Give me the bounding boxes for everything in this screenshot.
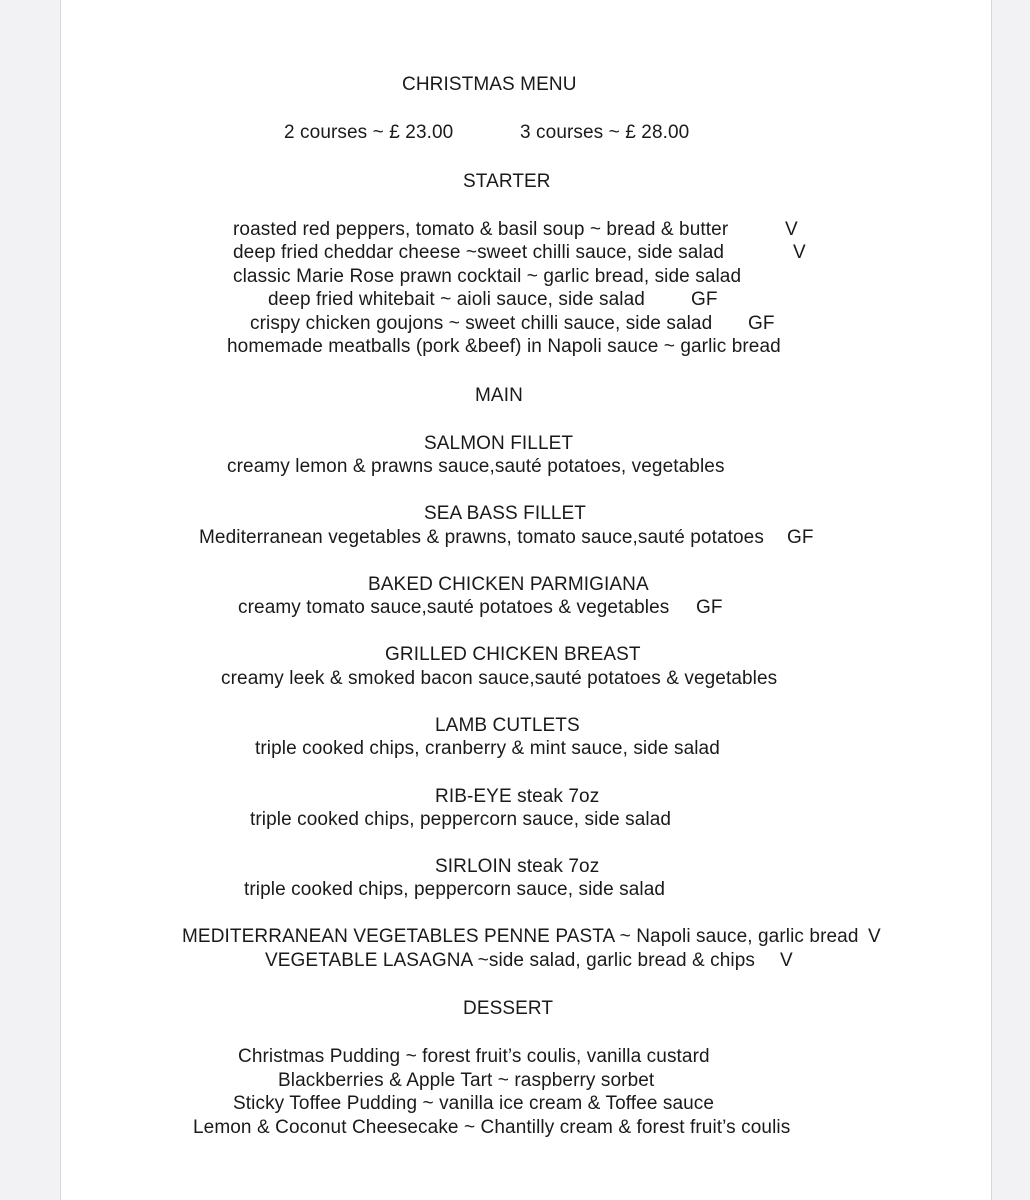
starter-item-text: deep fried whitebait ~ aioli sauce, side salad <box>268 289 645 310</box>
main-item-desc: triple cooked chips, peppercorn sauce, side salad <box>250 809 672 830</box>
main-item-desc: Mediterranean vegetables & prawns, tomato sauce,sauté potatoes <box>199 527 764 548</box>
veg-item-tag: V <box>868 926 881 947</box>
main-heading: MAIN <box>475 385 523 406</box>
starter-item-text: deep fried cheddar cheese ~sweet chilli sauce, side salad <box>233 242 725 263</box>
starter-item-text: homemade meatballs (pork &beef) in Napoli sauce ~ garlic bread <box>227 336 781 357</box>
main-item-desc: triple cooked chips, cranberry & mint sauce, side salad <box>255 738 720 759</box>
starter-heading: STARTER <box>463 171 551 192</box>
main-item-name: RIB-EYE steak 7oz <box>435 786 600 807</box>
price-three-courses: 3 courses ~ £ 28.00 <box>520 122 690 143</box>
starter-item-text: roasted red peppers, tomato & basil soup ~ bread & butter <box>233 219 729 240</box>
menu-title: CHRISTMAS MENU <box>402 74 577 95</box>
main-item-tag: GF <box>787 527 814 548</box>
price-two-courses: 2 courses ~ £ 23.00 <box>284 122 454 143</box>
main-item-name: SALMON FILLET <box>424 433 574 454</box>
dessert-item: Blackberries & Apple Tart ~ raspberry sorbet <box>278 1070 655 1091</box>
main-item-name: GRILLED CHICKEN BREAST <box>385 644 641 665</box>
veg-item-tag: V <box>780 950 793 971</box>
starter-item-text: crispy chicken goujons ~ sweet chilli sauce, side salad <box>250 313 713 334</box>
main-item-desc: triple cooked chips, peppercorn sauce, side salad <box>244 879 666 900</box>
veg-item-text: VEGETABLE LASAGNA ~side salad, garlic bread & chips <box>265 950 756 971</box>
main-item-name: LAMB CUTLETS <box>435 715 580 736</box>
dessert-item: Christmas Pudding ~ forest fruit’s coulis, vanilla custard <box>238 1046 710 1067</box>
main-item-name: BAKED CHICKEN PARMIGIANA <box>368 574 649 595</box>
main-item-name: SEA BASS FILLET <box>424 503 587 524</box>
main-item-desc: creamy tomato sauce,sauté potatoes & vegetables <box>238 597 670 618</box>
main-item-desc: creamy lemon & prawns sauce,sauté potatoes, vegetables <box>227 456 725 477</box>
dessert-item: Sticky Toffee Pudding ~ vanilla ice cream & Toffee sauce <box>233 1093 715 1114</box>
starter-item-tag: V <box>793 242 806 263</box>
dessert-item: Lemon & Coconut Cheesecake ~ Chantilly cream & forest fruit’s coulis <box>193 1117 791 1138</box>
starter-item-tag: GF <box>748 313 775 334</box>
main-item-name: SIRLOIN steak 7oz <box>435 856 600 877</box>
starter-item-text: classic Marie Rose prawn cocktail ~ garlic bread, side salad <box>233 266 742 287</box>
main-item-tag: GF <box>696 597 723 618</box>
starter-item-tag: V <box>785 219 798 240</box>
main-item-desc: creamy leek & smoked bacon sauce,sauté potatoes & vegetables <box>221 668 778 689</box>
dessert-heading: DESSERT <box>463 998 554 1019</box>
starter-item-tag: GF <box>691 289 718 310</box>
veg-item-text: MEDITERRANEAN VEGETABLES PENNE PASTA ~ Napoli sauce, garlic bread <box>182 926 859 947</box>
